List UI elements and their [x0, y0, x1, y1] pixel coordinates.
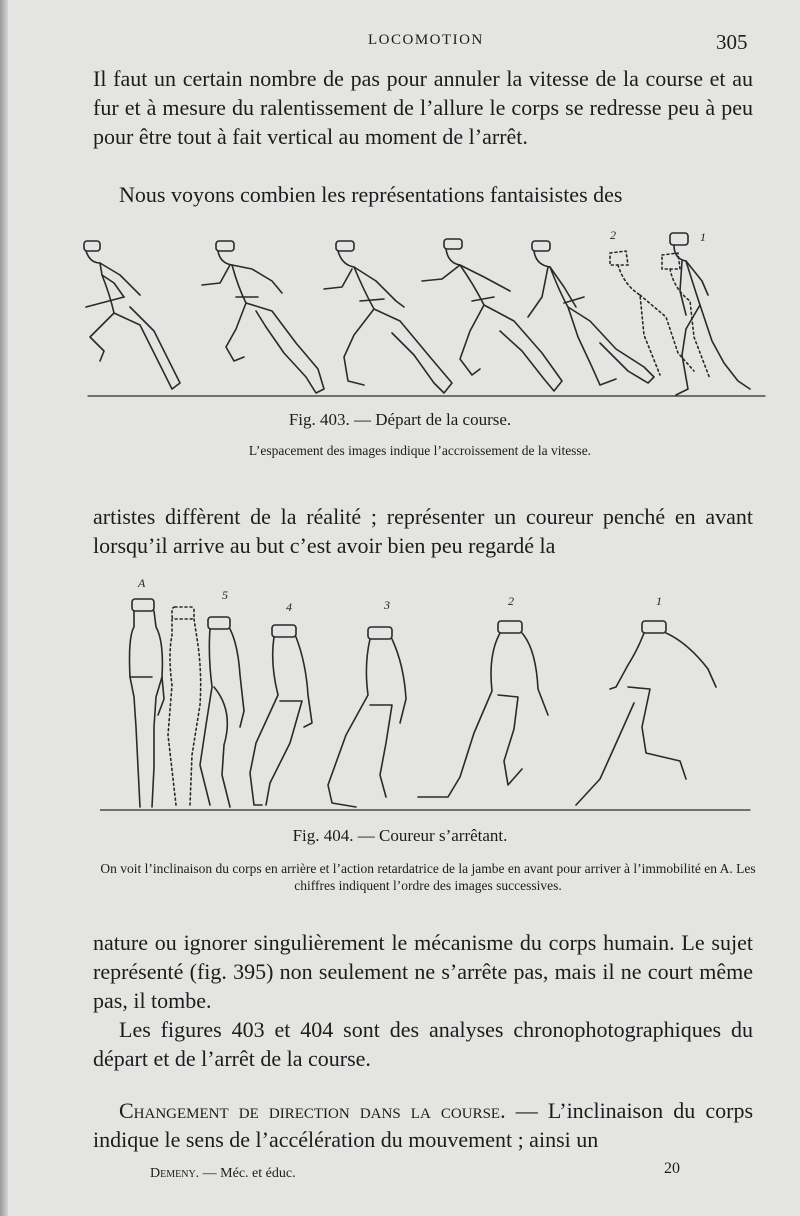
paragraph-1: Il faut un certain nombre de pas pour annuler la vitesse de la course et au fur et à mesure du ralentissement de l’allure le corps se redresse peu à peu pour être tout à fait vertical au moment de l’arrêt. — [93, 66, 753, 149]
runner-figure — [202, 241, 324, 393]
figure-404-caption-note: On voit l’inclinaison du corps en arrière et l’action retardatrice de la jambe en avant pour arriver à l’immobilité en A. Les chiffres indiquent l’ordre des images successives. — [100, 861, 756, 893]
figure-403-illustration — [70, 225, 770, 405]
figure-404-label-4: 4 — [286, 600, 292, 614]
footer-signature: 20 — [664, 1160, 680, 1177]
footer-book: — Méc. et éduc. — [199, 1166, 296, 1181]
footer-reference — [150, 1166, 296, 1182]
footer-author: Demeny. — [150, 1166, 200, 1181]
figure-404-illustration — [100, 575, 760, 820]
runner-figure — [528, 241, 654, 385]
paragraph-2: Nous voyons combien les représentations fantaisistes des — [119, 182, 623, 207]
ghost-runner-figure — [168, 607, 201, 805]
figure-404-label-a: A — [138, 576, 146, 590]
runner-figure — [670, 233, 750, 395]
figure-403-label-2: 2 — [610, 228, 616, 242]
figure-404-label-1: 1 — [656, 594, 662, 608]
section-heading: Changement de direction dans la course. — [119, 1098, 506, 1123]
runner-figure — [422, 239, 562, 391]
figure-404-label-2: 2 — [508, 594, 514, 608]
paragraph-6-text: — L’inclinaison du corps indique le sens de l’accélération du mouvement ; ainsi un — [93, 1098, 754, 1152]
figure-403-caption-title: Fig. 403. — Départ de la course. — [288, 410, 512, 429]
figure-404-label-5: 5 — [222, 588, 228, 602]
runner-figure — [84, 241, 180, 389]
runner-figure — [418, 621, 548, 797]
running-title: LOCOMOTION — [368, 32, 484, 48]
paragraph-6 — [93, 1096, 753, 1154]
paragraph-4: nature ou ignorer singulièrement le mécanisme du corps humain. Le sujet représenté (fig. 395) non seulement ne s’arrête pas, mais il ne court même pas, il tombe. — [93, 930, 753, 1013]
runner-figure — [324, 241, 452, 393]
runner-figure — [130, 599, 165, 807]
runner-figure — [328, 627, 406, 807]
page-number: 305 — [716, 30, 748, 54]
runner-figure — [250, 625, 312, 805]
page-edge — [0, 0, 8, 1216]
paragraph-5: Les figures 403 et 404 sont des analyses chronophotographiques du départ et de l’arrêt de la course. — [93, 1017, 753, 1071]
runner-figure — [576, 621, 716, 805]
figure-404-caption-title: Fig. 404. — Coureur s’arrêtant. — [292, 826, 508, 845]
runner-figure — [200, 617, 244, 807]
figure-403-label-1: 1 — [700, 230, 706, 244]
figure-403-caption-note: L’espacement des images indique l’accroissement de la vitesse. — [248, 443, 592, 458]
paragraph-3: artistes diffèrent de la réalité ; représenter un coureur penché en avant lorsqu’il arrive au but c’est avoir bien peu regardé la — [93, 504, 753, 558]
figure-404-label-3: 3 — [384, 598, 390, 612]
